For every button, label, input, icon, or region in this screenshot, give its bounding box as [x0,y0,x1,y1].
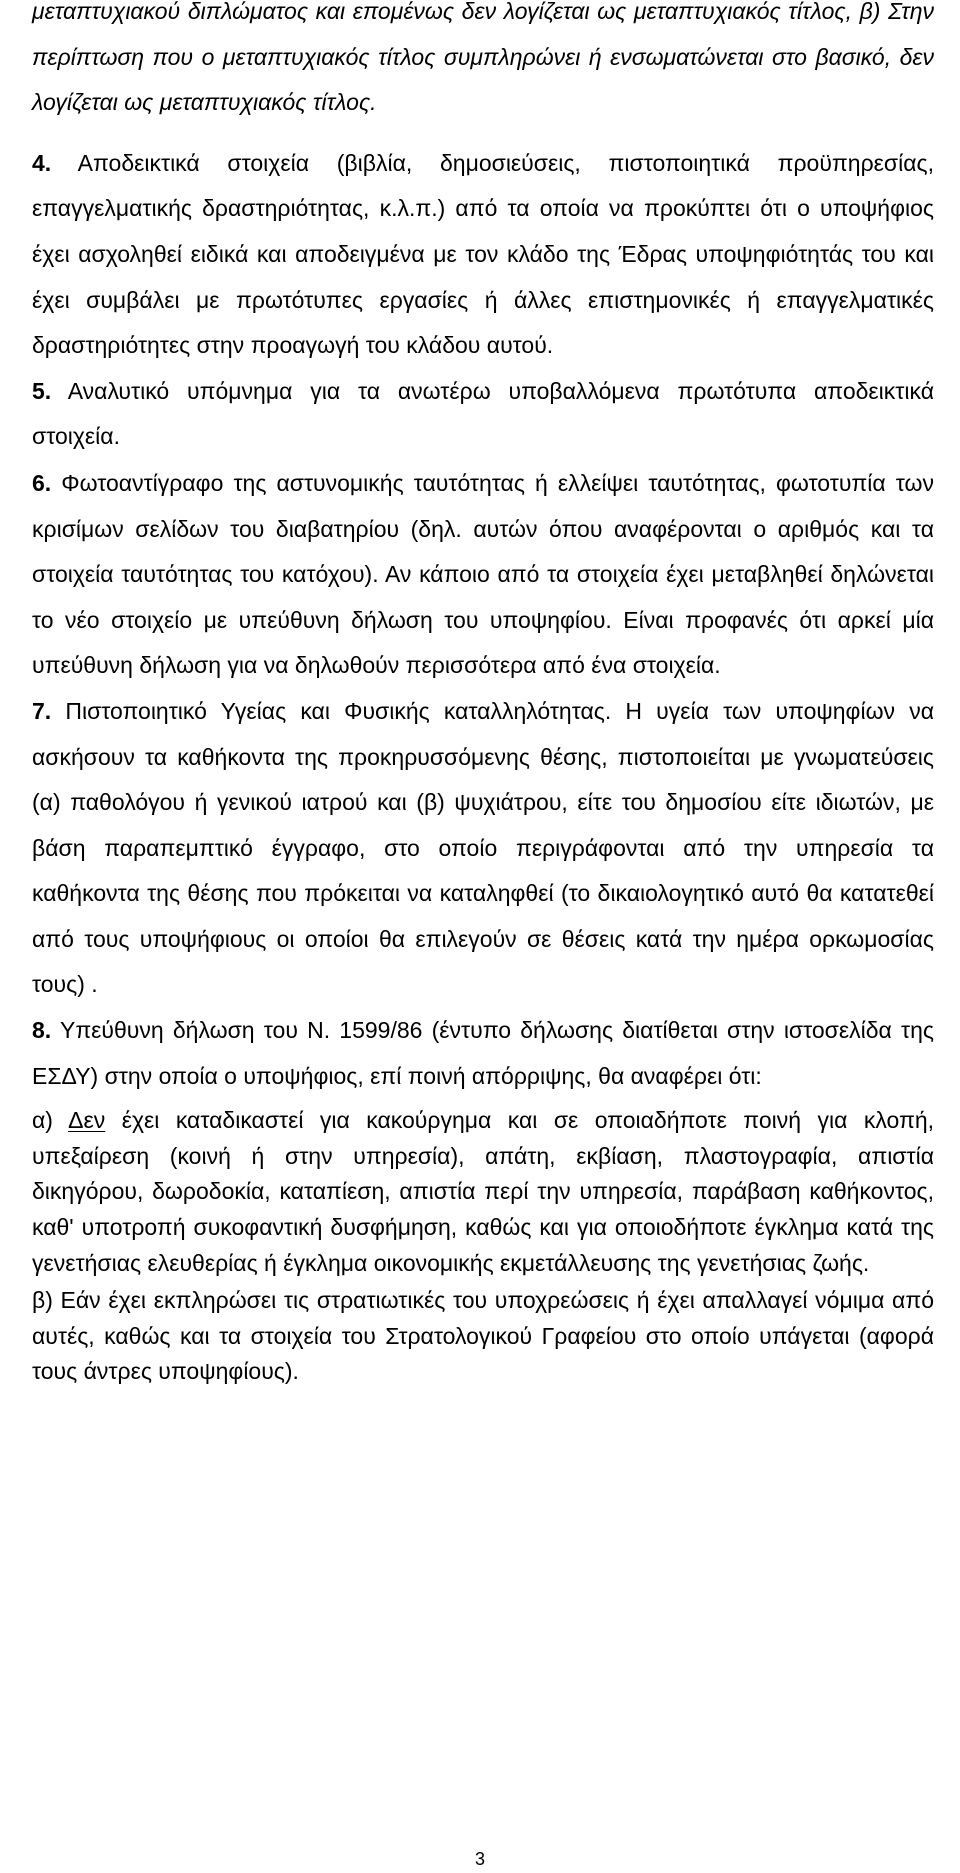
list-item-4 [32,141,934,369]
paragraph-continuation [32,0,934,126]
sub-item-a [32,1103,934,1281]
sub-item-lead: α) [32,1107,69,1134]
document-page [32,0,934,1390]
item-text: Φωτοαντίγραφο της αστυνομικής ταυτότητας ή ελλείψει ταυτότητας, φωτοτυπία των κρισίμων σελίδων του διαβατηρίου (δηλ. αυτών όπου αναφέρονται ο αριθμός και τα στοιχεία ταυτότητας του κατόχου). Αν κάποιο από τα στοιχεία έχει μεταβληθεί δηλώνεται το νέο στοιχείο με υπεύθυνη δήλωση του υποψηφίου. Είναι προφανές ότι αρκεί μία υπεύθυνη δήλωση για να δηλωθούν περισσότερα από ένα στοιχεία. [32,469,934,679]
item-text: Αναλυτικό υπόμνημα για τα ανωτέρω υποβαλλόμενα πρωτότυπα αποδεικτικά στοιχεία. [32,377,934,450]
list-item-8 [32,1008,934,1099]
item-number: 7. [32,697,52,724]
list-item-5 [32,369,934,460]
sub-item-text: έχει καταδικαστεί για κακούργημα και σε οποιαδήποτε ποινή για κλοπή, υπεξαίρεση (κοινή ή στην υπηρεσία), απάτη, εκβίαση, πλαστογραφία, απιστία δικηγόρου, δωροδοκία, καταπίεση, απιστία περί την υπηρεσία, παράβαση καθήκοντος, καθ' υποτροπή συκοφαντική δυσφήμηση, καθώς και για οποιοδήποτε έγκλημα κατά της γενετήσιας ελευθερίας ή έγκλημα οικονομικής εκμετάλλευσης της γενετήσιας ζωής. [32,1107,934,1276]
paragraph-text: μεταπτυχιακού διπλώματος και επομένως δεν λογίζεται ως μεταπτυχιακός τίτλος, β) Στην περίπτωση που ο μεταπτυχιακός τίτλος συμπληρώνει ή ενσωματώνεται στο βασικό, δεν λογίζεται ως μεταπτυχιακός τίτλος. [32,0,934,116]
list-item-7 [32,689,934,1008]
list-item-6 [32,461,934,689]
sub-item-b [32,1283,934,1390]
underlined-word: Δεν [68,1107,106,1134]
item-number: 6. [32,469,52,496]
item-text: Υπεύθυνη δήλωση του Ν. 1599/86 (έντυπο δήλωσης διατίθεται στην ιστοσελίδα της ΕΣΔΥ) στην οποία ο υποψήφιος, επί ποινή απόρριψης, θα αναφέρει ότι: [32,1017,934,1089]
item-number: 8. [32,1017,52,1044]
sub-item-text: β) Εάν έχει εκπληρώσει τις στρατιωτικές του υποχρεώσεις ή έχει απαλλαγεί νόμιμα από αυτές, καθώς και τα στοιχεία του Στρατολογικού Γραφείου στο οποίο υπάγεται (αφορά τους άντρες υποψηφίους). [32,1287,934,1385]
item-text: Αποδεικτικά στοιχεία (βιβλία, δημοσιεύσεις, πιστοποιητικά προϋπηρεσίας, επαγγελματικής δραστηριότητας, κ.λ.π.) από τα οποία να προκύπτει ότι ο υποψήφιος έχει ασχοληθεί ειδικά και αποδειγμένα με τον κλάδο της Έδρας υποψηφιότητάς του και έχει συμβάλει με πρωτότυπες εργασίες ή άλλες επιστημονικές ή επαγγελματικές δραστηριότητες στην προαγωγή του κλάδου αυτού. [32,149,934,359]
item-number: 4. [32,149,52,176]
item-number: 5. [32,377,52,404]
page-number: 3 [474,1849,485,1869]
item-text: Πιστοποιητικό Υγείας και Φυσικής καταλληλότητας. Η υγεία των υποψηφίων να ασκήσουν τα καθήκοντα της προκηρυσσόμενης θέσης, πιστοποιείται με γνωματεύσεις (α) παθολόγου ή γενικού ιατρού και (β) ψυχιάτρου, είτε του δημοσίου είτε ιδιωτών, με βάση παραπεμπτικό έγγραφο, στο οποίο περιγράφονται από την υπηρεσία τα καθήκοντα της θέσης που πρόκειται να καταληφθεί (το δικαιολογητικό αυτό θα κατατεθεί από τους υποψήφιους οι οποίοι θα επιλεγούν σε θέσεις κατά την ημέρα ορκωμοσίας τους) . [32,697,934,998]
